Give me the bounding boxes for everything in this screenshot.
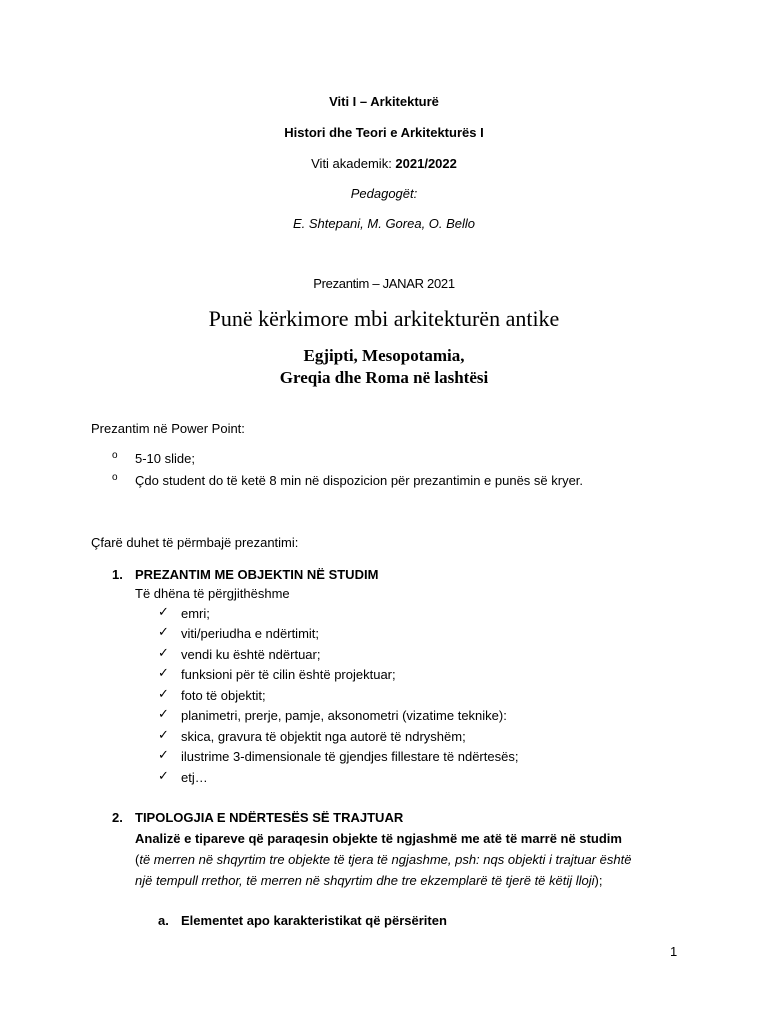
academic-year — [0, 156, 768, 171]
note-close-paren: ); — [594, 873, 603, 888]
checkmark-icon: ✓ — [158, 665, 169, 680]
section-number: 2. — [112, 810, 123, 825]
checkmark-icon: ✓ — [158, 645, 169, 660]
note-text: një tempull rrethor, të merren në shqyrtim dhe tre ekzemplarë të tjerë të këtij lloji — [135, 873, 595, 888]
section-number: 1. — [112, 567, 123, 582]
document-subtitle-line1: Egjipti, Mesopotamia, — [303, 346, 465, 365]
section-subtitle: Analizë e tipareve që paraqesin objekte të ngjashmë me atë të marrë në studim — [135, 831, 622, 846]
checkmark-icon: ✓ — [158, 768, 169, 783]
powerpoint-bullet: 5-10 slide; — [135, 451, 195, 466]
note-open-paren: ( — [135, 852, 140, 867]
checkmark-icon: ✓ — [158, 727, 169, 742]
subsection-label: a. — [158, 913, 169, 928]
document-subtitle-line2: Greqia dhe Roma në lashtësi — [279, 368, 489, 387]
section-note-line2 — [135, 873, 603, 888]
checkmark-icon: ✓ — [158, 706, 169, 721]
circle-bullet-icon: o — [112, 472, 118, 483]
powerpoint-heading: Prezantim në Power Point: — [91, 421, 245, 436]
list-item: etj… — [181, 770, 208, 785]
list-item: funksioni për të cilin është projektuar; — [181, 667, 396, 682]
section-note-line1 — [135, 852, 631, 867]
list-item: vendi ku është ndërtuar; — [181, 647, 321, 662]
academic-year-value: 2021/2022 — [395, 156, 457, 171]
list-item: emri; — [181, 606, 210, 621]
list-item: planimetri, prerje, pamje, aksonometri (vizatime teknike): — [181, 708, 507, 723]
circle-bullet-icon: o — [112, 450, 118, 461]
section-subtitle: Të dhëna të përgjithëshme — [135, 586, 290, 601]
page-number: 1 — [670, 944, 678, 959]
lecturers-names: E. Shtepani, M. Gorea, O. Bello — [292, 216, 476, 231]
presentation-date: Prezantim – JANAR 2021 — [313, 276, 455, 291]
list-item: foto të objektit; — [181, 688, 266, 703]
note-text: të merren në shqyrtim tre objekte të tjera të ngjashme, psh: nqs objekti i trajtuar është — [139, 852, 632, 867]
subsection-title: Elementet apo karakteristikat që përsëriten — [181, 913, 447, 928]
course-title: Histori dhe Teori e Arkitekturës I — [284, 125, 484, 140]
powerpoint-bullet: Çdo student do të ketë 8 min në dispozicion për prezantimin e punës së kryer. — [135, 473, 584, 488]
course-year: Viti I – Arkitekturë — [329, 94, 439, 109]
checkmark-icon: ✓ — [158, 747, 169, 762]
checkmark-icon: ✓ — [158, 686, 169, 701]
lecturers-label: Pedagogët: — [350, 186, 418, 201]
section-title: PREZANTIM ME OBJEKTIN NË STUDIM — [135, 567, 379, 582]
document-title: Punë kërkimore mbi arkitekturën antike — [208, 306, 560, 331]
section-title: TIPOLOGJIA E NDËRTESËS SË TRAJTUAR — [135, 810, 404, 825]
checkmark-icon: ✓ — [158, 604, 169, 619]
academic-year-label: Viti akademik: — [311, 156, 396, 171]
checkmark-icon: ✓ — [158, 624, 169, 639]
list-item: skica, gravura të objektit nga autorë të ndryshëm; — [181, 729, 466, 744]
list-item: ilustrime 3-dimensionale të gjendjes fillestare të ndërtesës; — [181, 749, 519, 764]
list-item: viti/periudha e ndërtimit; — [181, 626, 320, 641]
contents-heading: Çfarë duhet të përmbajë prezantimi: — [91, 535, 299, 550]
